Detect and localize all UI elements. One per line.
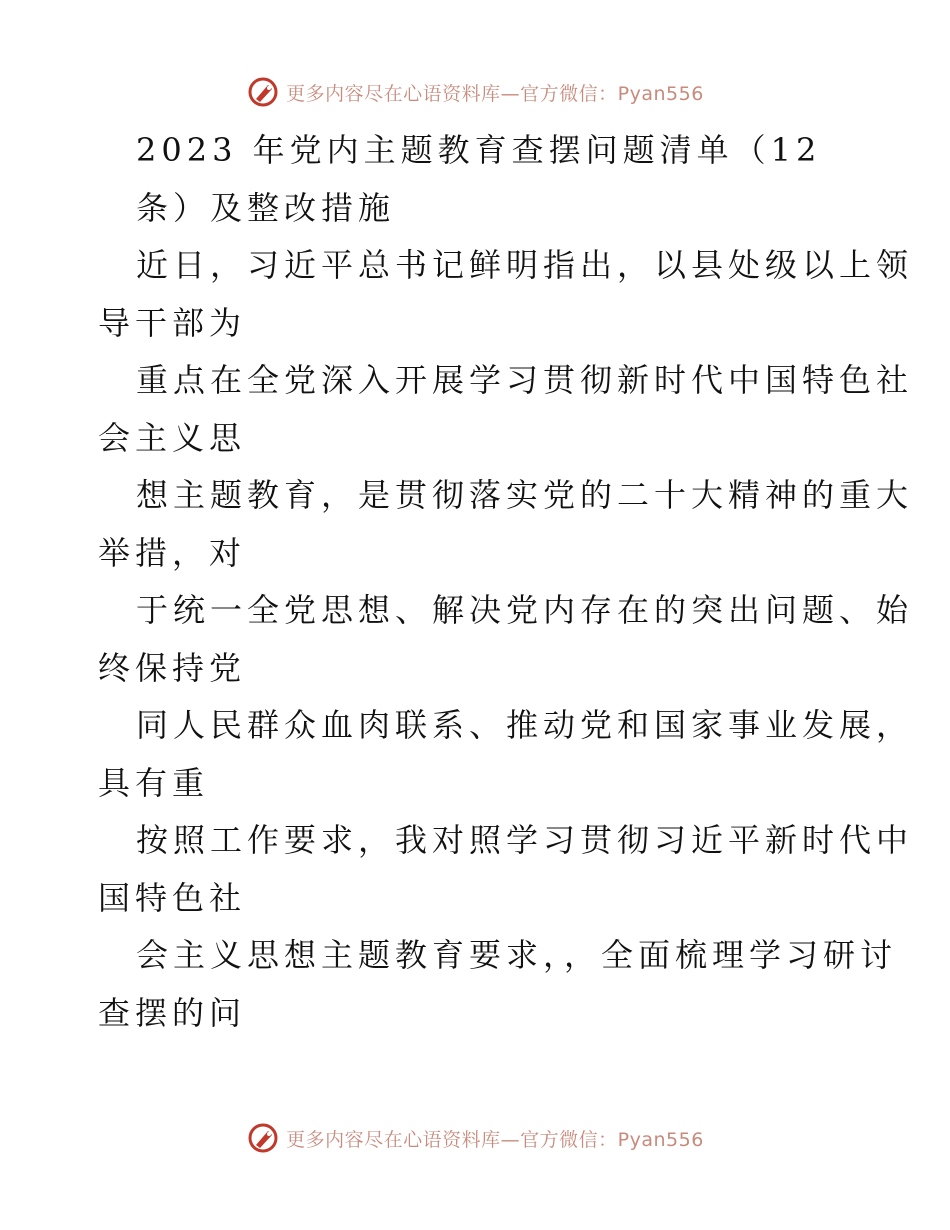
pen-nib-logo-icon (246, 1121, 280, 1155)
paragraph-line: 终保持党 (98, 648, 247, 687)
paragraph-line: 具有重 (98, 763, 210, 802)
paragraph-line: 想主题教育，是贯彻落实党的二十大精神的重大 (136, 476, 914, 514)
paragraph-line: 查摆的问 (98, 993, 247, 1032)
paragraph-line: 举措，对 (98, 533, 247, 572)
paragraph-line: 会主义思 (98, 418, 247, 457)
footer-watermark (0, 1118, 950, 1158)
paragraph-line: 于统一全党思想、解决党内存在的突出问题、始 (136, 591, 914, 629)
document-title-continuation: 条）及整改措施 (136, 188, 396, 227)
header-watermark (0, 72, 950, 112)
watermark-text: 更多内容尽在心语资料库—官方微信：Pyan556 (286, 82, 704, 105)
paragraph-line: 国特色社 (98, 878, 247, 917)
pen-nib-logo-icon (246, 75, 280, 109)
paragraph-line: 会主义思想主题教育要求，，全面梳理学习研讨 (136, 936, 898, 974)
paragraph-line: 同人民群众血肉联系、推动党和国家事业发展， (136, 706, 914, 744)
document-body (98, 122, 914, 1042)
paragraph-line: 导干部为 (98, 303, 247, 342)
document-title: 2023 年党内主题教育查摆问题清单（12 (136, 131, 822, 169)
paragraph-line: 按照工作要求，我对照学习贯彻习近平新时代中 (136, 821, 914, 859)
paragraph-line: 重点在全党深入开展学习贯彻新时代中国特色社 (136, 361, 914, 399)
watermark-text: 更多内容尽在心语资料库—官方微信：Pyan556 (286, 1128, 704, 1151)
paragraph-line: 近日，习近平总书记鲜明指出，以县处级以上领 (136, 246, 914, 284)
